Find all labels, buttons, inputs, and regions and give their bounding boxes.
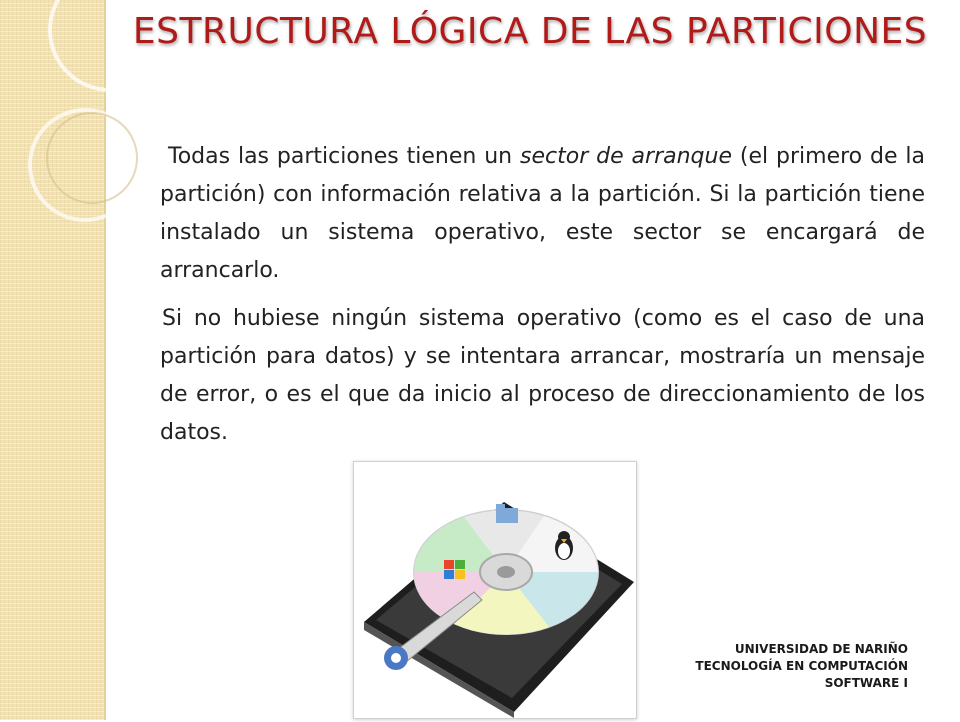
paragraph-2: Si no hubiese ningún sistema operativo (como es el caso de una partición para datos) y se intentara arrancar, mostraría un mensaje de error, o es el que da inicio al proceso de direccionamiento de los datos. [160, 306, 925, 445]
slide-title: ESTRUCTURA LÓGICA DE LAS PARTICIONES [132, 11, 928, 52]
footer-course: SOFTWARE I [824, 676, 908, 690]
paragraph-1-start: Todas las particiones tienen un [168, 144, 521, 169]
paragraph-1-emphasis: sector de arranque [520, 144, 732, 169]
footer-university: UNIVERSIDAD DE NARIÑO [734, 642, 908, 656]
hard-disk-image [353, 461, 637, 719]
paragraph-1 [160, 138, 925, 290]
hard-disk-illustration [354, 462, 636, 718]
platter-spindle-center [497, 566, 515, 578]
decorative-circle-top [50, 0, 140, 90]
actuator-pivot [391, 653, 401, 663]
paragraph-1-end: (el primero de la partición) con información relativa a la partición. Si la partición tiene instalado un sistema operativo, este sector se encargará de arrancarlo. [160, 144, 926, 283]
decorative-circles [0, 0, 140, 260]
decorative-circle-inner [47, 113, 137, 203]
slide-body [160, 138, 925, 462]
footer-institution [695, 641, 908, 692]
footer-program: TECNOLOGÍA EN COMPUTACIÓN [695, 659, 908, 673]
